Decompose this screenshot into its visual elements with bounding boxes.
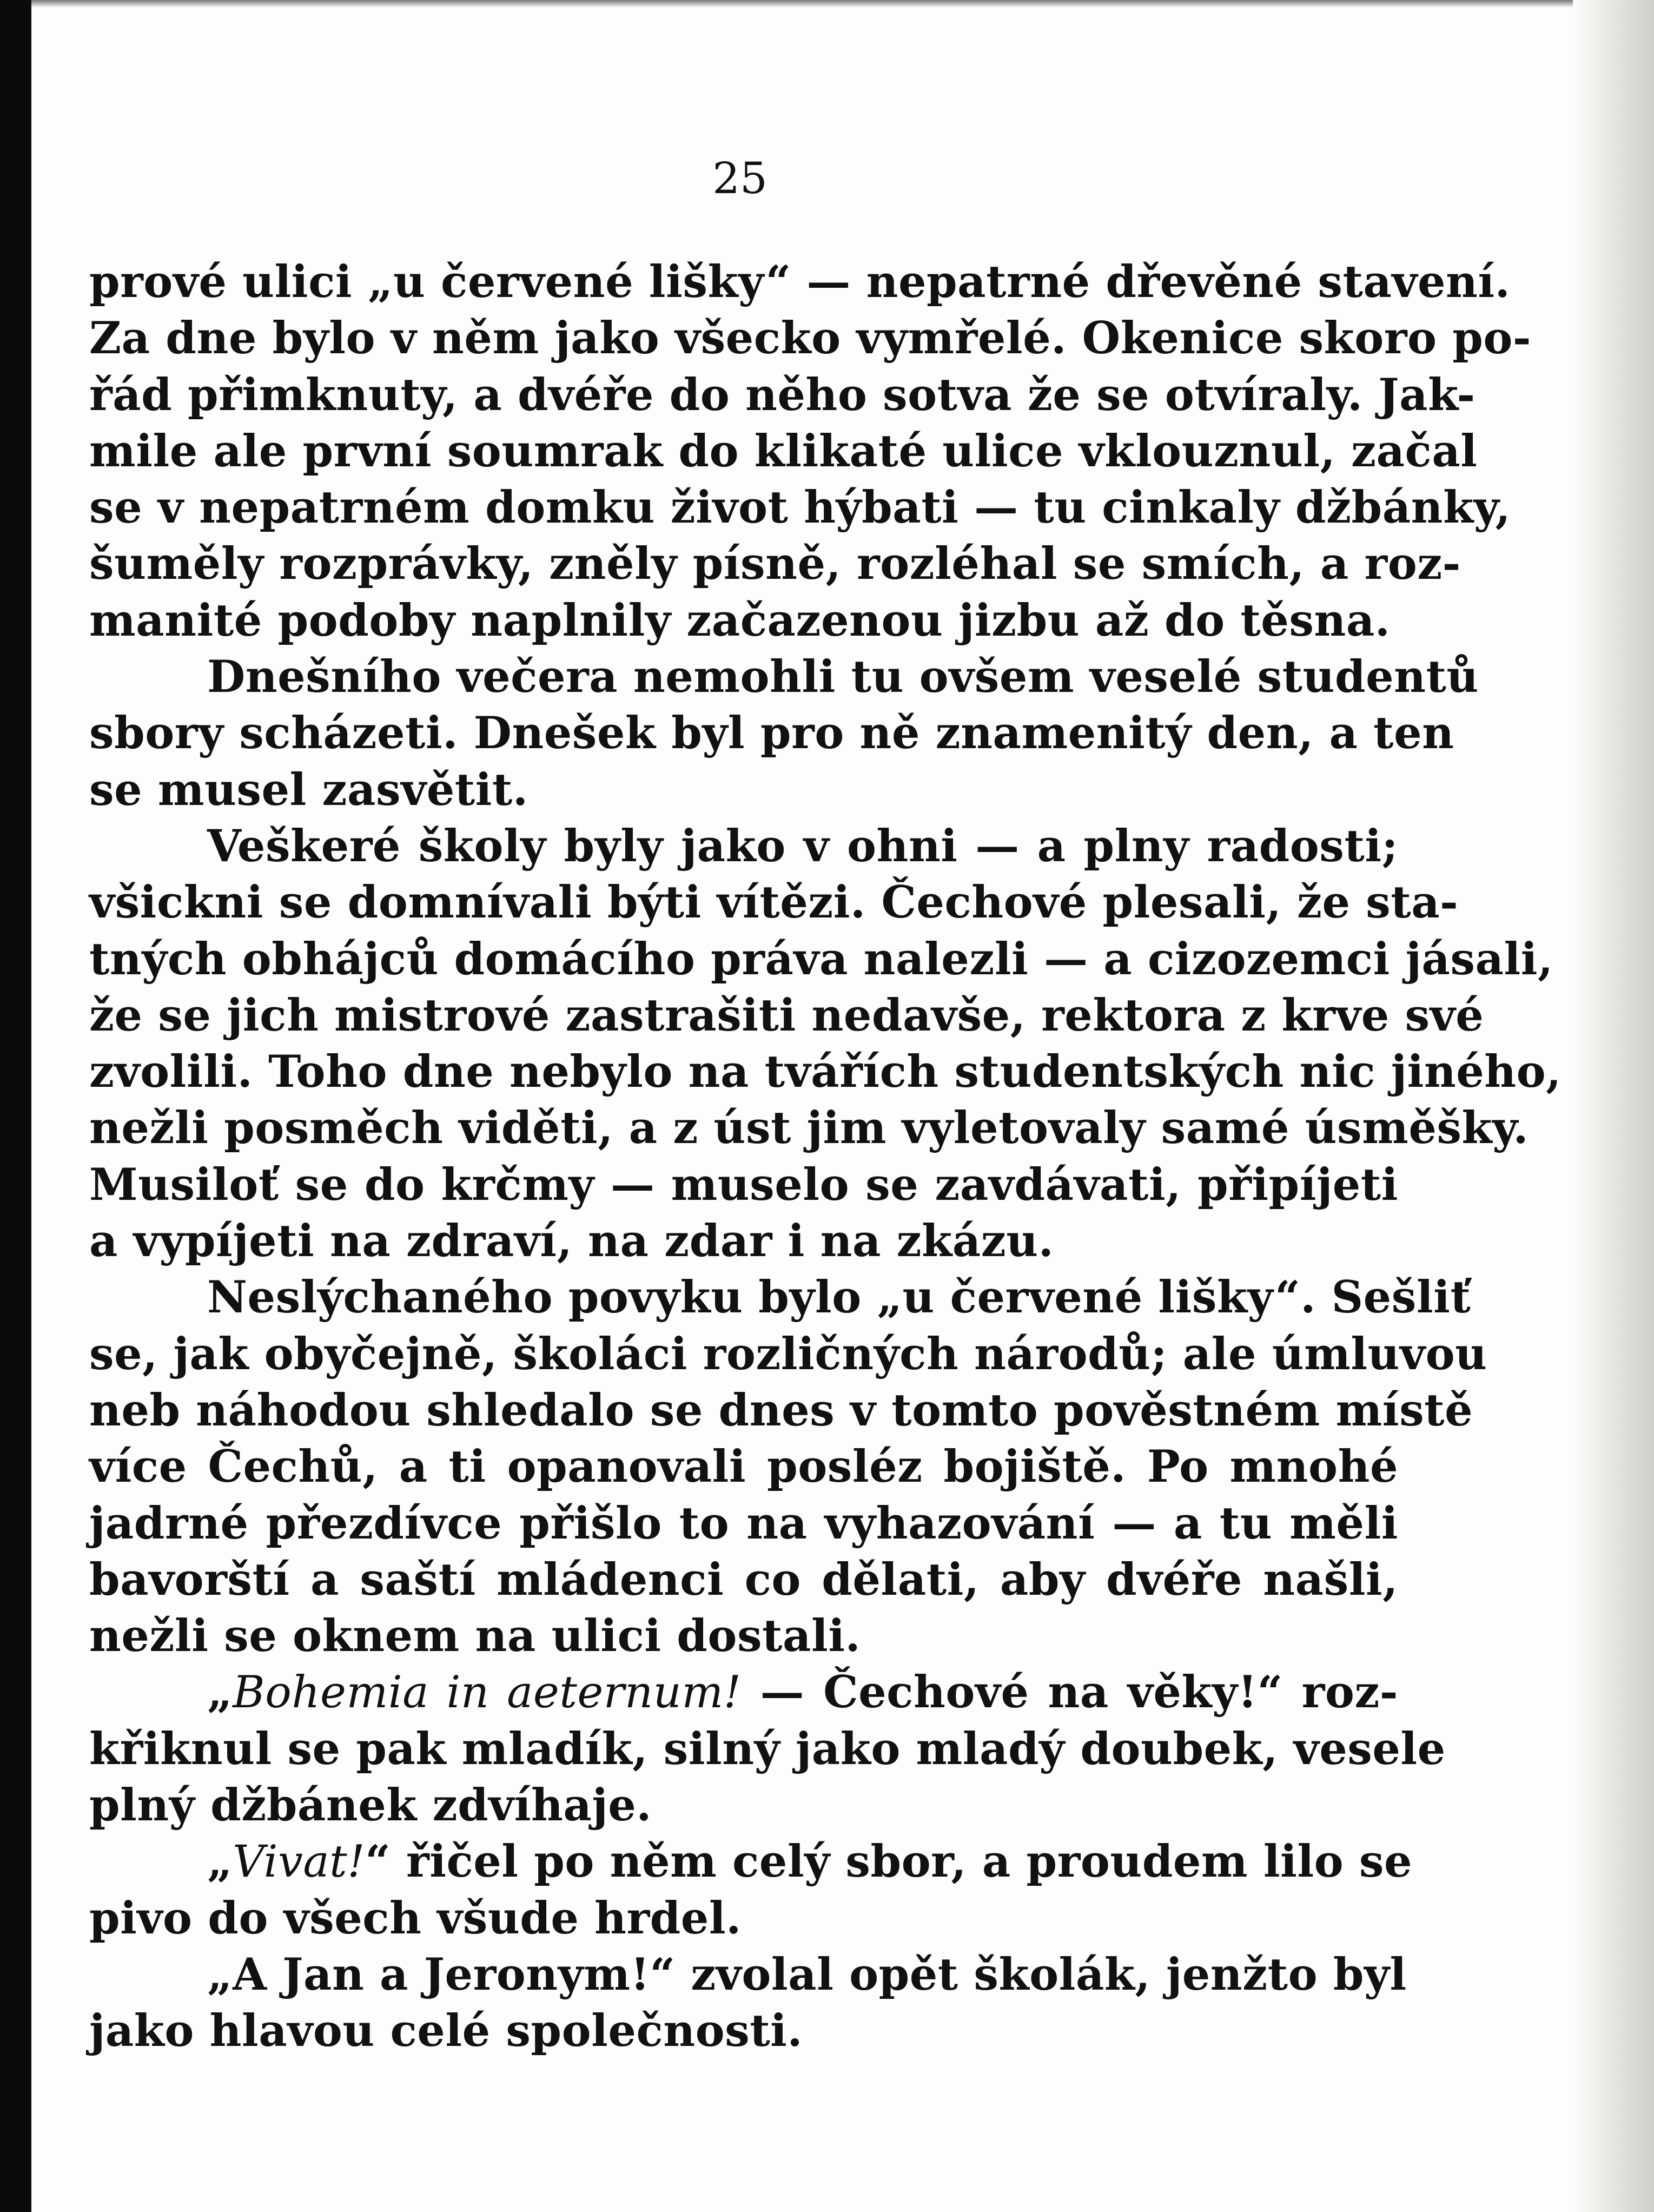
text-line: Musiloť se do krčmy — muselo se zavdávati, připíjeti (89, 1159, 1398, 1211)
text-line: manité podoby naplnily začazenou jizbu až do těsna. (89, 595, 1391, 646)
text-line: Veškeré školy byly jako v ohni — a plny radosti; (207, 820, 1398, 872)
text-line: tných obhájců domácího práva nalezli — a cizozemci jásali, (89, 933, 1553, 985)
text-line: všickni se domnívali býti vítězi. Čechové plesali, že sta- (89, 877, 1459, 929)
text-line: bavorští a saští mládenci co dělati, aby dvéře našli, (89, 1554, 1398, 1606)
text-line: Neslýchaného povyku bylo „u červené lišky“. Sešliť (207, 1272, 1471, 1324)
text-line: se v nepatrném domku život hýbati — tu cinkaly džbánky, (89, 482, 1511, 534)
text-line: Dnešního večera nemohli tu ovšem veselé studentů (207, 651, 1479, 703)
text-line: se, jak obyčejně, školáci rozličných národů; ale úmluvou (89, 1328, 1487, 1380)
text-line: se musel zasvětit. (89, 764, 528, 816)
text-line: plný džbánek zdvíhaje. (89, 1780, 652, 1832)
text-line: křiknul se pak mladík, silný jako mladý doubek, vesele (89, 1723, 1446, 1775)
text-line: Za dne bylo v něm jako všecko vymřelé. Okenice skoro po- (89, 313, 1531, 365)
page-binding-edge (0, 0, 31, 2212)
text-line: sbory scházeti. Dnešek byl pro ně znamenitý den, a ten (89, 708, 1454, 760)
text-line: nežli se oknem na ulici dostali. (89, 1610, 861, 1662)
text-line: zvolili. Toho dne nebylo na tvářích studentských nic jiného, (89, 1046, 1562, 1098)
text-line: nežli posměch viděti, a z úst jim vyletovaly samé úsměšky. (89, 1102, 1529, 1154)
text-line: prové ulici „u červené lišky“ — nepatrné dřevěné stavení. (89, 256, 1511, 308)
body-text (89, 254, 1562, 2060)
text-line: více Čechů, a ti opanovali posléz bojiště. Po mnohé (89, 1441, 1398, 1493)
text-line: „Vivat!“ řičel po něm celý sbor, a proudem lilo se (207, 1836, 1412, 1888)
page-number: 25 (712, 153, 768, 203)
text-line: neb náhodou shledalo se dnes v tomto pověstném místě (89, 1384, 1473, 1436)
text-line: mile ale první soumrak do klikaté ulice vklouznul, začal (89, 425, 1478, 477)
text-line: že se jich mistrové zastrašiti nedavše, rektora z krve své (89, 989, 1484, 1041)
text-line: „Bohemia in aeternum! — Čechové na věky!“ roz- (207, 1667, 1399, 1719)
text-line: jadrné přezdívce přišlo to na vyhazování — a tu měli (89, 1497, 1398, 1549)
text-line: jako hlavou celé společnosti. (89, 2005, 803, 2057)
text-line: řád přimknuty, a dvéře do něho sotva že se otvíraly. Jak- (89, 369, 1476, 421)
text-line: a vypíjeti na zdraví, na zdar i na zkázu. (89, 1216, 1054, 1267)
page-top-shadow (31, 0, 1654, 8)
text-line: pivo do všech všude hrdel. (89, 1892, 742, 1944)
page-right-shadow (1573, 0, 1654, 2212)
text-line: „A Jan a Jeronym!“ zvolal opět školák, jenžto byl (207, 1949, 1407, 2000)
text-line: šuměly rozprávky, zněly písně, rozléhal se smích, a roz- (89, 538, 1461, 590)
